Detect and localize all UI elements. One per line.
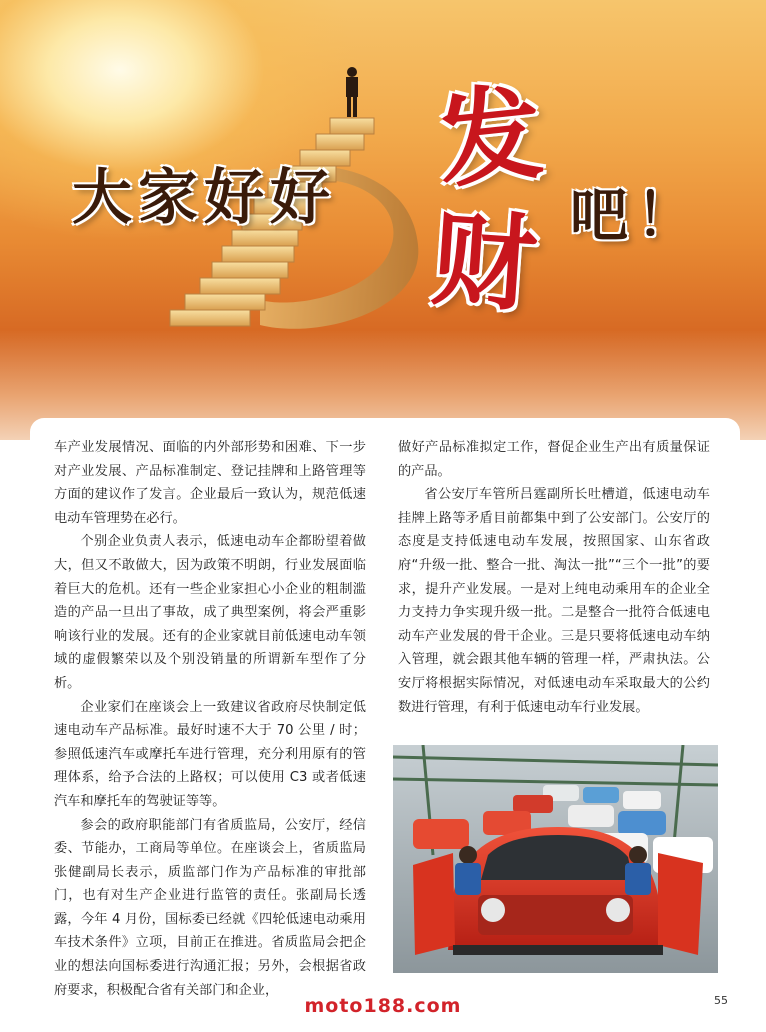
paragraph: 个别企业负责人表示，低速电动车企都盼望着做大，但又不敢做大，因为政策不明朗，行业发展面临着巨大的危机。还有一些企业家担心小企业的粗制滥造的产品一旦出了事故，成了典型案例，将会严重影响该行业的发展。还有的企业家就目前低速电动车领域的虚假繁荣以及个别没销量的所谓新车型作了分析。 xyxy=(54,534,366,691)
paragraph: 省公安厅车管所吕霆副所长吐槽道，低速电动车挂牌上路等矛盾目前都集中到了公安部门。公安厅的态度是支持低速电动车发展，按照国家、山东省政府“升级一批、整合一批、淘汰一批”“三个一批”的要求，提升产业发展。一是对上纯电动乘用车的企业全力支持力争实现升级一批。二是整合一批符合低速电动车产业发展的骨干企业。三是只要将低速电动车纳入管理，就会跟其他车辆的管理一样，严肃执法。公安厅将根据实际情况，对低速电动车采取最大的公约数进行管理，有利于低速电动车行业发展。 xyxy=(398,487,710,715)
headline-part2: 吧！ xyxy=(570,181,703,249)
headline-cai: 财 xyxy=(427,196,541,327)
factory-photo xyxy=(393,745,718,973)
headline-part1: 大家好好 xyxy=(72,163,336,233)
paragraph: 车产业发展情况、面临的内外部形势和困难、下一步对产业发展、产品标准制定、登记挂牌和上路管理等方面的建议作了发言。企业最后一致认为，规范低速电动车管理势在必行。 xyxy=(54,440,366,526)
paragraph: 做好产品标准拟定工作，督促企业生产出有质量保证的产品。 xyxy=(398,440,710,479)
paragraph: 企业家们在座谈会上一致建议省政府尽快制定低速电动车产品标准。最好时速不大于 70 公里 / 时；参照低速汽车或摩托车进行管理，充分利用原有的管理体系，给予合法的上路权；可以使用 C3 或者低速汽车和摩托车的驾驶证等等。 xyxy=(54,699,366,809)
paragraph: 参会的政府职能部门有省质监局，公安厅，经信委、节能办，工商局等单位。在座谈会上，省质监局张健副局长表示，质监部门作为产品标准的审批部门，也有对生产企业进行监管的责任。张副局长透露，今年 4 月份，国标委已经就《四轮低速电动乘用车技术条件》立项，目前正在推进。省质监局会把企业的想法向国标委进行沟通汇报；另外，会根据省政府要求，积极配合省有关部门和企业， xyxy=(54,817,366,998)
article-column-right xyxy=(398,436,710,719)
page-number: 55 xyxy=(714,994,728,1007)
headline-fa: 发 xyxy=(431,69,549,204)
businessman-figure xyxy=(346,67,358,117)
article-column-left xyxy=(54,436,366,1002)
hero-banner xyxy=(0,0,766,440)
footer-website: moto188.com xyxy=(304,995,462,1017)
assembly-line-illustration xyxy=(393,745,718,973)
